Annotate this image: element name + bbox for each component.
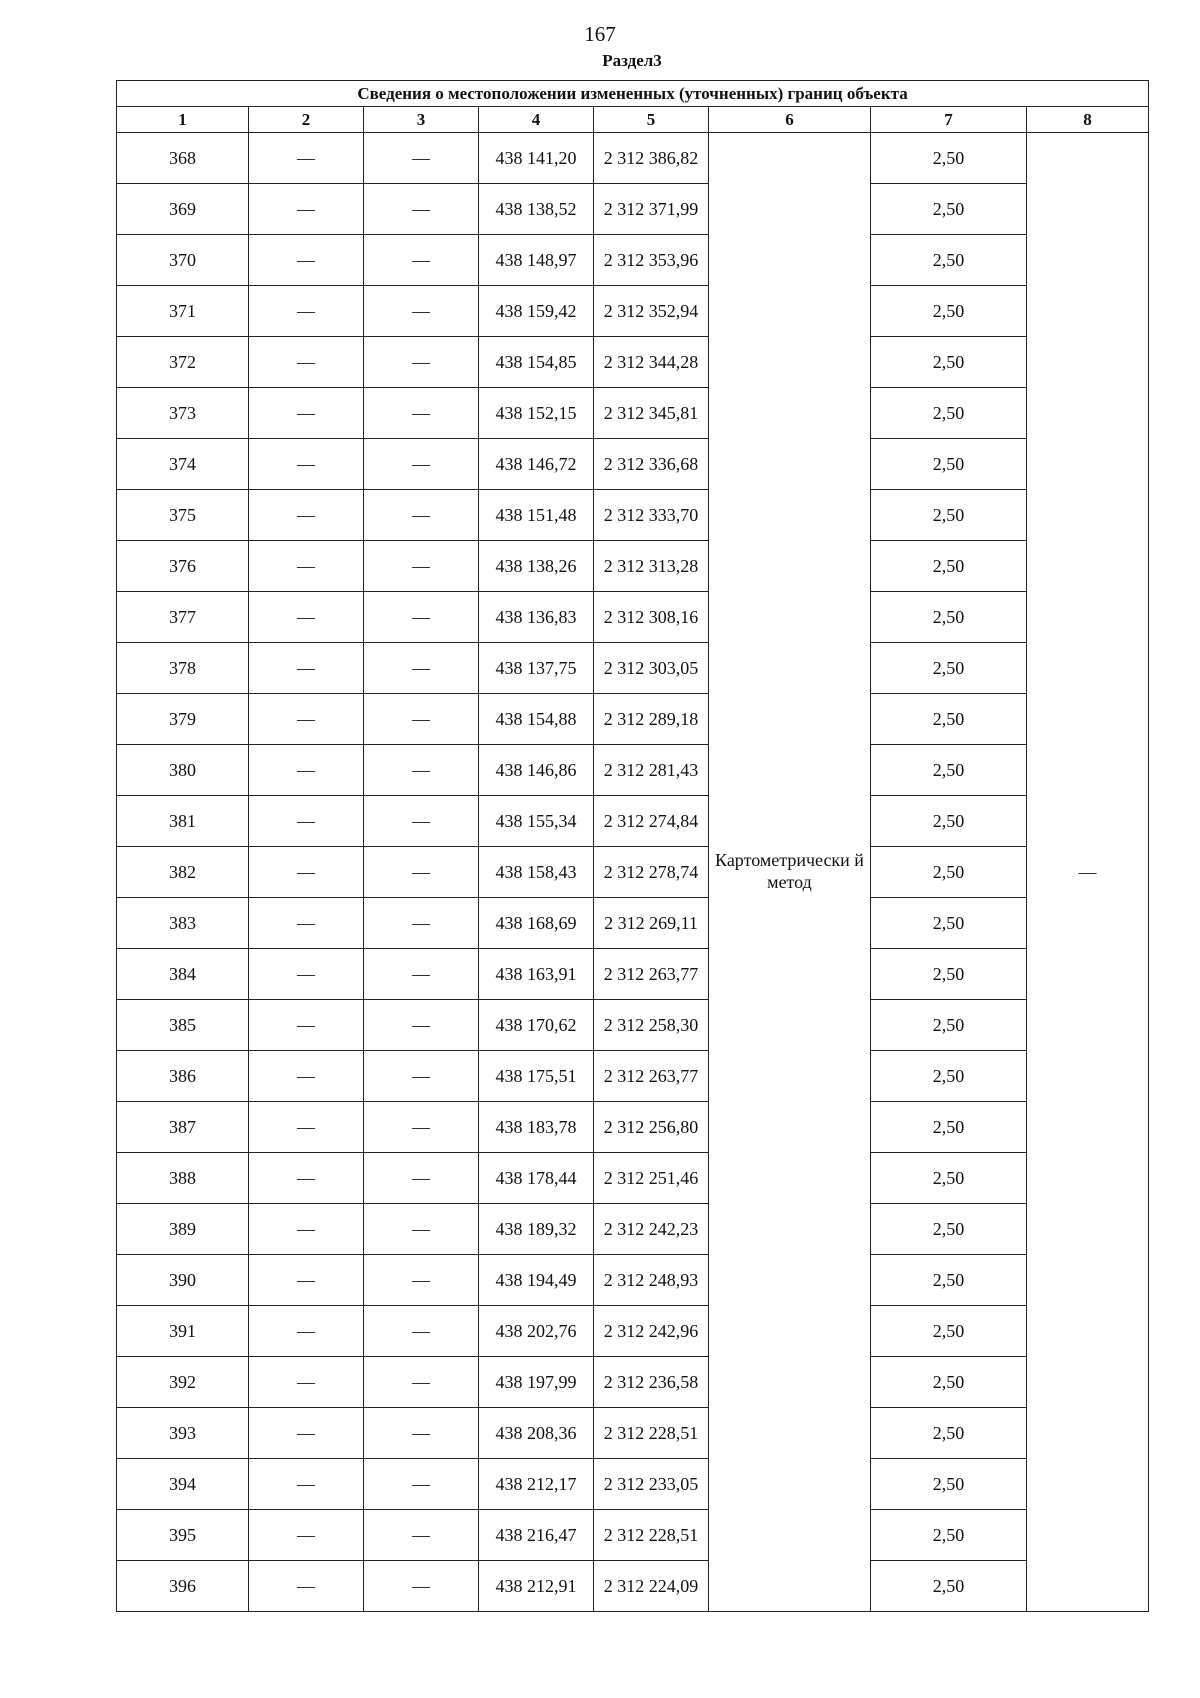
column-3-cell: — bbox=[364, 337, 479, 388]
table-row bbox=[117, 1510, 1149, 1561]
y-coordinate-cell: 2 312 263,77 bbox=[594, 949, 709, 1000]
x-coordinate-cell: 438 138,26 bbox=[479, 541, 594, 592]
point-number-cell: 386 bbox=[117, 1051, 249, 1102]
table-body bbox=[117, 133, 1149, 1612]
column-2-cell: — bbox=[249, 694, 364, 745]
accuracy-cell: 2,50 bbox=[871, 898, 1027, 949]
y-coordinate-cell: 2 312 258,30 bbox=[594, 1000, 709, 1051]
table-row bbox=[117, 1153, 1149, 1204]
table-row bbox=[117, 694, 1149, 745]
x-coordinate-cell: 438 216,47 bbox=[479, 1510, 594, 1561]
table-row bbox=[117, 1204, 1149, 1255]
accuracy-cell: 2,50 bbox=[871, 490, 1027, 541]
column-3-cell: — bbox=[364, 592, 479, 643]
column-3-cell: — bbox=[364, 1306, 479, 1357]
table-row bbox=[117, 796, 1149, 847]
table-row bbox=[117, 1051, 1149, 1102]
accuracy-cell: 2,50 bbox=[871, 133, 1027, 184]
y-coordinate-cell: 2 312 236,58 bbox=[594, 1357, 709, 1408]
column-number-6: 6 bbox=[709, 107, 871, 133]
x-coordinate-cell: 438 170,62 bbox=[479, 1000, 594, 1051]
accuracy-cell: 2,50 bbox=[871, 643, 1027, 694]
column-2-cell: — bbox=[249, 1408, 364, 1459]
point-number-cell: 379 bbox=[117, 694, 249, 745]
point-number-cell: 372 bbox=[117, 337, 249, 388]
accuracy-cell: 2,50 bbox=[871, 1510, 1027, 1561]
accuracy-cell: 2,50 bbox=[871, 184, 1027, 235]
table-title: Сведения о местоположении измененных (уточненных) границ объекта bbox=[117, 81, 1149, 107]
y-coordinate-cell: 2 312 248,93 bbox=[594, 1255, 709, 1306]
method-cell: Картометрически й метод bbox=[709, 133, 871, 1612]
column-3-cell: — bbox=[364, 949, 479, 1000]
y-coordinate-cell: 2 312 269,11 bbox=[594, 898, 709, 949]
table-row bbox=[117, 337, 1149, 388]
y-coordinate-cell: 2 312 251,46 bbox=[594, 1153, 709, 1204]
table-row bbox=[117, 949, 1149, 1000]
column-8-cell: — bbox=[1027, 133, 1149, 1612]
column-3-cell: — bbox=[364, 1357, 479, 1408]
column-2-cell: — bbox=[249, 1051, 364, 1102]
column-2-cell: — bbox=[249, 1459, 364, 1510]
column-3-cell: — bbox=[364, 898, 479, 949]
y-coordinate-cell: 2 312 281,43 bbox=[594, 745, 709, 796]
column-number-3: 3 bbox=[364, 107, 479, 133]
column-2-cell: — bbox=[249, 286, 364, 337]
y-coordinate-cell: 2 312 256,80 bbox=[594, 1102, 709, 1153]
y-coordinate-cell: 2 312 278,74 bbox=[594, 847, 709, 898]
x-coordinate-cell: 438 138,52 bbox=[479, 184, 594, 235]
x-coordinate-cell: 438 141,20 bbox=[479, 133, 594, 184]
x-coordinate-cell: 438 152,15 bbox=[479, 388, 594, 439]
column-2-cell: — bbox=[249, 949, 364, 1000]
column-2-cell: — bbox=[249, 745, 364, 796]
accuracy-cell: 2,50 bbox=[871, 1357, 1027, 1408]
point-number-cell: 392 bbox=[117, 1357, 249, 1408]
column-2-cell: — bbox=[249, 439, 364, 490]
column-number-7: 7 bbox=[871, 107, 1027, 133]
table-row bbox=[117, 286, 1149, 337]
x-coordinate-cell: 438 151,48 bbox=[479, 490, 594, 541]
point-number-cell: 371 bbox=[117, 286, 249, 337]
table-row bbox=[117, 1459, 1149, 1510]
column-3-cell: — bbox=[364, 286, 479, 337]
x-coordinate-cell: 438 154,88 bbox=[479, 694, 594, 745]
table-row bbox=[117, 235, 1149, 286]
accuracy-cell: 2,50 bbox=[871, 592, 1027, 643]
column-2-cell: — bbox=[249, 847, 364, 898]
point-number-cell: 388 bbox=[117, 1153, 249, 1204]
point-number-cell: 390 bbox=[117, 1255, 249, 1306]
table-row bbox=[117, 439, 1149, 490]
table-row bbox=[117, 1000, 1149, 1051]
table-row bbox=[117, 388, 1149, 439]
accuracy-cell: 2,50 bbox=[871, 745, 1027, 796]
accuracy-cell: 2,50 bbox=[871, 1561, 1027, 1612]
y-coordinate-cell: 2 312 228,51 bbox=[594, 1408, 709, 1459]
accuracy-cell: 2,50 bbox=[871, 1051, 1027, 1102]
column-3-cell: — bbox=[364, 745, 479, 796]
column-3-cell: — bbox=[364, 1255, 479, 1306]
column-3-cell: — bbox=[364, 388, 479, 439]
column-3-cell: — bbox=[364, 796, 479, 847]
x-coordinate-cell: 438 183,78 bbox=[479, 1102, 594, 1153]
x-coordinate-cell: 438 159,42 bbox=[479, 286, 594, 337]
accuracy-cell: 2,50 bbox=[871, 1000, 1027, 1051]
column-2-cell: — bbox=[249, 133, 364, 184]
column-3-cell: — bbox=[364, 184, 479, 235]
x-coordinate-cell: 438 146,72 bbox=[479, 439, 594, 490]
column-3-cell: — bbox=[364, 1051, 479, 1102]
point-number-cell: 389 bbox=[117, 1204, 249, 1255]
column-2-cell: — bbox=[249, 541, 364, 592]
column-2-cell: — bbox=[249, 592, 364, 643]
accuracy-cell: 2,50 bbox=[871, 541, 1027, 592]
table-row bbox=[117, 1561, 1149, 1612]
column-number-5: 5 bbox=[594, 107, 709, 133]
accuracy-cell: 2,50 bbox=[871, 439, 1027, 490]
point-number-cell: 394 bbox=[117, 1459, 249, 1510]
y-coordinate-cell: 2 312 263,77 bbox=[594, 1051, 709, 1102]
x-coordinate-cell: 438 148,97 bbox=[479, 235, 594, 286]
column-3-cell: — bbox=[364, 643, 479, 694]
point-number-cell: 374 bbox=[117, 439, 249, 490]
column-2-cell: — bbox=[249, 1357, 364, 1408]
table-row bbox=[117, 541, 1149, 592]
column-2-cell: — bbox=[249, 1306, 364, 1357]
column-3-cell: — bbox=[364, 235, 479, 286]
table-row bbox=[117, 643, 1149, 694]
column-3-cell: — bbox=[364, 1459, 479, 1510]
x-coordinate-cell: 438 154,85 bbox=[479, 337, 594, 388]
x-coordinate-cell: 438 202,76 bbox=[479, 1306, 594, 1357]
point-number-cell: 396 bbox=[117, 1561, 249, 1612]
point-number-cell: 393 bbox=[117, 1408, 249, 1459]
y-coordinate-cell: 2 312 386,82 bbox=[594, 133, 709, 184]
column-3-cell: — bbox=[364, 1561, 479, 1612]
point-number-cell: 387 bbox=[117, 1102, 249, 1153]
column-number-4: 4 bbox=[479, 107, 594, 133]
y-coordinate-cell: 2 312 289,18 bbox=[594, 694, 709, 745]
x-coordinate-cell: 438 212,91 bbox=[479, 1561, 594, 1612]
y-coordinate-cell: 2 312 371,99 bbox=[594, 184, 709, 235]
column-2-cell: — bbox=[249, 490, 364, 541]
accuracy-cell: 2,50 bbox=[871, 1102, 1027, 1153]
column-2-cell: — bbox=[249, 388, 364, 439]
table-row bbox=[117, 847, 1149, 898]
accuracy-cell: 2,50 bbox=[871, 1408, 1027, 1459]
y-coordinate-cell: 2 312 303,05 bbox=[594, 643, 709, 694]
column-2-cell: — bbox=[249, 898, 364, 949]
x-coordinate-cell: 438 189,32 bbox=[479, 1204, 594, 1255]
column-3-cell: — bbox=[364, 439, 479, 490]
accuracy-cell: 2,50 bbox=[871, 694, 1027, 745]
section-title: Раздел3 bbox=[602, 51, 662, 70]
table-row bbox=[117, 1306, 1149, 1357]
point-number-cell: 373 bbox=[117, 388, 249, 439]
y-coordinate-cell: 2 312 333,70 bbox=[594, 490, 709, 541]
x-coordinate-cell: 438 178,44 bbox=[479, 1153, 594, 1204]
column-2-cell: — bbox=[249, 1102, 364, 1153]
accuracy-cell: 2,50 bbox=[871, 847, 1027, 898]
point-number-cell: 385 bbox=[117, 1000, 249, 1051]
y-coordinate-cell: 2 312 345,81 bbox=[594, 388, 709, 439]
y-coordinate-cell: 2 312 274,84 bbox=[594, 796, 709, 847]
point-number-cell: 377 bbox=[117, 592, 249, 643]
x-coordinate-cell: 438 155,34 bbox=[479, 796, 594, 847]
column-number-1: 1 bbox=[117, 107, 249, 133]
x-coordinate-cell: 438 208,36 bbox=[479, 1408, 594, 1459]
table-row bbox=[117, 1255, 1149, 1306]
column-3-cell: — bbox=[364, 1204, 479, 1255]
y-coordinate-cell: 2 312 224,09 bbox=[594, 1561, 709, 1612]
table-row bbox=[117, 1357, 1149, 1408]
column-2-cell: — bbox=[249, 1000, 364, 1051]
x-coordinate-cell: 438 197,99 bbox=[479, 1357, 594, 1408]
column-number-8: 8 bbox=[1027, 107, 1149, 133]
column-2-cell: — bbox=[249, 337, 364, 388]
y-coordinate-cell: 2 312 352,94 bbox=[594, 286, 709, 337]
column-number-row bbox=[117, 107, 1149, 133]
x-coordinate-cell: 438 136,83 bbox=[479, 592, 594, 643]
accuracy-cell: 2,50 bbox=[871, 1306, 1027, 1357]
point-number-cell: 375 bbox=[117, 490, 249, 541]
y-coordinate-cell: 2 312 313,28 bbox=[594, 541, 709, 592]
x-coordinate-cell: 438 175,51 bbox=[479, 1051, 594, 1102]
y-coordinate-cell: 2 312 242,96 bbox=[594, 1306, 709, 1357]
table-row bbox=[117, 1408, 1149, 1459]
column-2-cell: — bbox=[249, 235, 364, 286]
x-coordinate-cell: 438 168,69 bbox=[479, 898, 594, 949]
point-number-cell: 368 bbox=[117, 133, 249, 184]
x-coordinate-cell: 438 146,86 bbox=[479, 745, 594, 796]
column-2-cell: — bbox=[249, 1510, 364, 1561]
column-2-cell: — bbox=[249, 1255, 364, 1306]
x-coordinate-cell: 438 212,17 bbox=[479, 1459, 594, 1510]
point-number-cell: 369 bbox=[117, 184, 249, 235]
column-2-cell: — bbox=[249, 184, 364, 235]
column-3-cell: — bbox=[364, 1408, 479, 1459]
point-number-cell: 370 bbox=[117, 235, 249, 286]
point-number-cell: 384 bbox=[117, 949, 249, 1000]
accuracy-cell: 2,50 bbox=[871, 796, 1027, 847]
page-number: 167 bbox=[584, 22, 616, 46]
column-2-cell: — bbox=[249, 796, 364, 847]
accuracy-cell: 2,50 bbox=[871, 286, 1027, 337]
column-2-cell: — bbox=[249, 643, 364, 694]
point-number-cell: 395 bbox=[117, 1510, 249, 1561]
table-row bbox=[117, 592, 1149, 643]
table-row bbox=[117, 184, 1149, 235]
x-coordinate-cell: 438 163,91 bbox=[479, 949, 594, 1000]
column-2-cell: — bbox=[249, 1153, 364, 1204]
column-number-2: 2 bbox=[249, 107, 364, 133]
table-row bbox=[117, 133, 1149, 184]
column-2-cell: — bbox=[249, 1561, 364, 1612]
column-3-cell: — bbox=[364, 1102, 479, 1153]
point-number-cell: 381 bbox=[117, 796, 249, 847]
y-coordinate-cell: 2 312 353,96 bbox=[594, 235, 709, 286]
accuracy-cell: 2,50 bbox=[871, 949, 1027, 1000]
column-3-cell: — bbox=[364, 1000, 479, 1051]
point-number-cell: 383 bbox=[117, 898, 249, 949]
point-number-cell: 380 bbox=[117, 745, 249, 796]
accuracy-cell: 2,50 bbox=[871, 1153, 1027, 1204]
point-number-cell: 378 bbox=[117, 643, 249, 694]
column-3-cell: — bbox=[364, 1510, 479, 1561]
accuracy-cell: 2,50 bbox=[871, 235, 1027, 286]
point-number-cell: 376 bbox=[117, 541, 249, 592]
y-coordinate-cell: 2 312 228,51 bbox=[594, 1510, 709, 1561]
accuracy-cell: 2,50 bbox=[871, 1255, 1027, 1306]
coordinates-table bbox=[116, 80, 1149, 1612]
table-row bbox=[117, 1102, 1149, 1153]
y-coordinate-cell: 2 312 242,23 bbox=[594, 1204, 709, 1255]
column-3-cell: — bbox=[364, 133, 479, 184]
column-3-cell: — bbox=[364, 490, 479, 541]
point-number-cell: 391 bbox=[117, 1306, 249, 1357]
y-coordinate-cell: 2 312 308,16 bbox=[594, 592, 709, 643]
y-coordinate-cell: 2 312 233,05 bbox=[594, 1459, 709, 1510]
accuracy-cell: 2,50 bbox=[871, 1204, 1027, 1255]
accuracy-cell: 2,50 bbox=[871, 388, 1027, 439]
x-coordinate-cell: 438 194,49 bbox=[479, 1255, 594, 1306]
column-2-cell: — bbox=[249, 1204, 364, 1255]
column-3-cell: — bbox=[364, 1153, 479, 1204]
table-row bbox=[117, 490, 1149, 541]
point-number-cell: 382 bbox=[117, 847, 249, 898]
column-3-cell: — bbox=[364, 694, 479, 745]
table-row bbox=[117, 898, 1149, 949]
column-3-cell: — bbox=[364, 541, 479, 592]
accuracy-cell: 2,50 bbox=[871, 337, 1027, 388]
y-coordinate-cell: 2 312 344,28 bbox=[594, 337, 709, 388]
column-3-cell: — bbox=[364, 847, 479, 898]
y-coordinate-cell: 2 312 336,68 bbox=[594, 439, 709, 490]
accuracy-cell: 2,50 bbox=[871, 1459, 1027, 1510]
table-row bbox=[117, 745, 1149, 796]
x-coordinate-cell: 438 137,75 bbox=[479, 643, 594, 694]
x-coordinate-cell: 438 158,43 bbox=[479, 847, 594, 898]
